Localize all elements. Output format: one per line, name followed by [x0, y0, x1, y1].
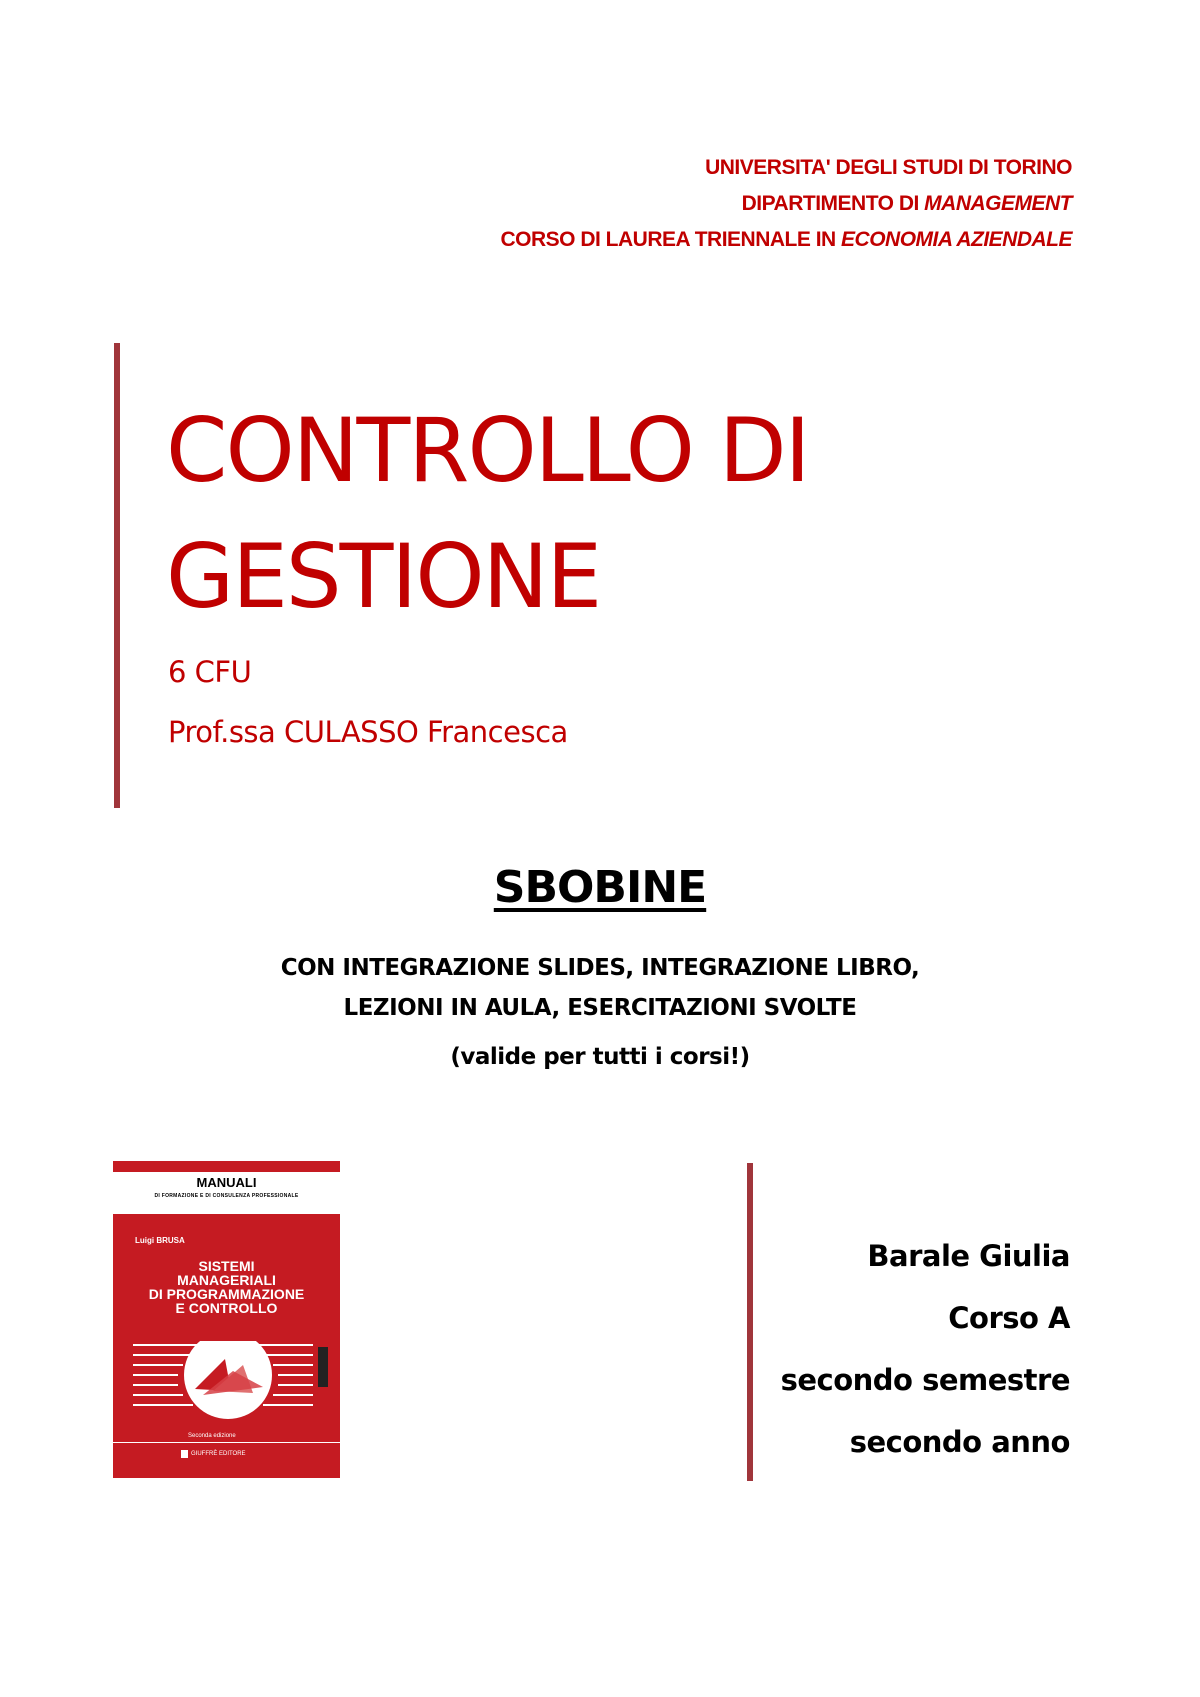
book-title [113, 1259, 340, 1315]
book-series: MANUALI [196, 1175, 257, 1190]
content-heading: SBOBINE [493, 862, 707, 913]
book-title-line-1: SISTEMI [198, 1258, 255, 1274]
book-title-line-3: DI PROGRAMMAZIONE [148, 1286, 305, 1302]
validity-note: (valide per tutti i corsi!) [450, 1044, 750, 1070]
author-info [781, 1225, 1070, 1473]
author-course: Corso A [948, 1301, 1070, 1335]
title-accent-bar [114, 343, 120, 808]
book-author: Luigi BRUSA [135, 1236, 185, 1245]
document-title [166, 388, 809, 640]
book-title-line-2: MANAGERIALI [177, 1272, 276, 1288]
professor: Prof.ssa CULASSO Francesca [168, 715, 568, 749]
title-line-1: CONTROLLO DI [166, 399, 809, 502]
book-cover-illustration [113, 1341, 340, 1431]
course-line [500, 222, 1072, 258]
course-prefix: CORSO DI LAUREA TRIENNALE IN [500, 228, 842, 251]
author-semester: secondo semestre [780, 1363, 1070, 1397]
title-line-2: GESTIONE [166, 525, 601, 628]
book-title-line-4: E CONTROLLO [175, 1300, 278, 1316]
department-prefix: DIPARTIMENTO DI [741, 192, 925, 215]
book-series-subtitle: DI FORMAZIONE E DI CONSULENZA PROFESSIONALE [154, 1193, 299, 1199]
author-name: Barale Giulia [867, 1239, 1070, 1273]
university-name: UNIVERSITA' DEGLI STUDI DI TORINO [705, 156, 1072, 179]
department-name: MANAGEMENT [924, 192, 1072, 215]
book-cover-image [113, 1161, 340, 1478]
credits: 6 CFU [168, 655, 252, 689]
department-line [500, 186, 1072, 222]
subtitle-line-2: LEZIONI IN AULA, ESERCITAZIONI SVOLTE [343, 995, 857, 1021]
publisher-logo-icon [181, 1450, 188, 1458]
book-cover-divider [113, 1442, 340, 1443]
university-header [500, 150, 1072, 258]
author-year: secondo anno [849, 1425, 1070, 1459]
author-accent-bar [747, 1163, 753, 1481]
content-subtitle [0, 948, 1200, 1028]
book-publisher: GIUFFRÈ EDITORE [191, 1451, 246, 1457]
book-edition: Seconda edizione [188, 1433, 236, 1439]
course-name: ECONOMIA AZIENDALE [841, 228, 1072, 251]
subtitle-line-1: CON INTEGRAZIONE SLIDES, INTEGRAZIONE LIBRO, [280, 955, 920, 981]
